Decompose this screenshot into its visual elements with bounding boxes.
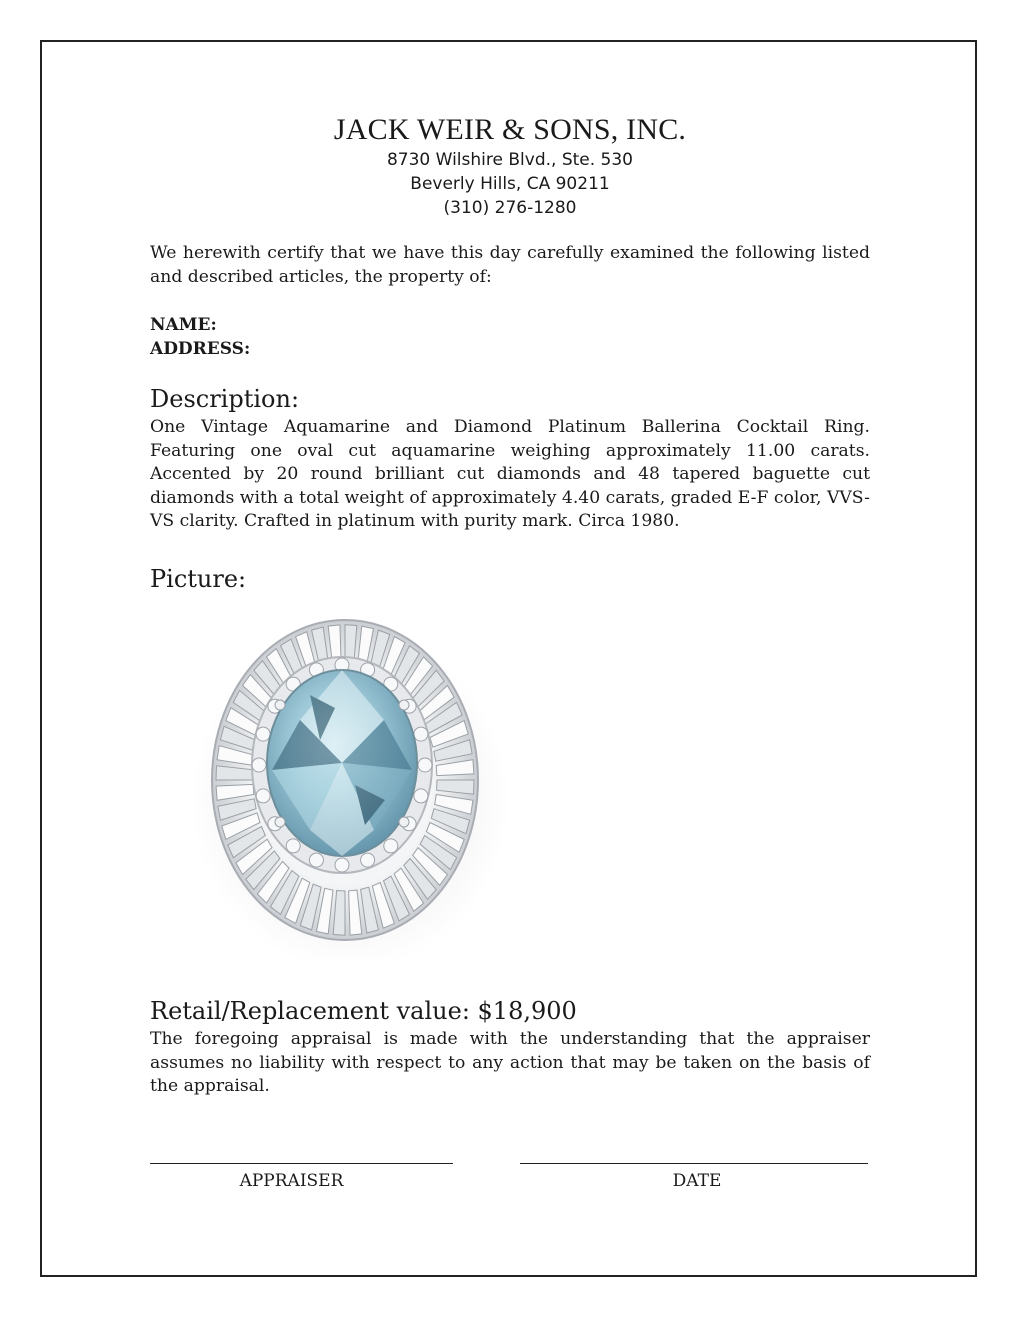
round-diamond	[414, 727, 428, 741]
owner-block	[150, 313, 870, 361]
round-diamond	[252, 758, 266, 772]
description-text: One Vintage Aquamarine and Diamond Platinum Ballerina Cocktail Ring. Featuring one oval cut aquamarine weighing approximately 11.00 carats. Accented by 20 round brilliant cut diamonds and 48 tapered baguette cut diamonds with a total weight of approximately 4.40 carats, graded E-F color, VVS-VS clarity. Crafted in platinum with purity mark. Circa 1980.	[150, 417, 870, 531]
date-label: DATE	[672, 1171, 722, 1191]
round-diamond	[361, 853, 375, 867]
valuation-heading: Retail/Replacement value: $18,900	[150, 997, 577, 1025]
date-signature-line	[520, 1163, 868, 1164]
appraiser-signature-line	[150, 1163, 453, 1164]
description-section	[150, 384, 870, 534]
ring-photo	[160, 600, 520, 960]
phone-number: (310) 276-1280	[443, 198, 577, 218]
round-diamond	[286, 839, 300, 853]
description-heading: Description:	[150, 385, 300, 413]
round-diamond	[256, 789, 270, 803]
address-line-1: 8730 Wilshire Blvd., Ste. 530	[386, 150, 633, 170]
address-line-2: Beverly Hills, CA 90211	[410, 174, 610, 194]
ring-illustration	[160, 600, 520, 960]
valuation-section	[150, 996, 870, 1099]
round-diamond	[256, 727, 270, 741]
round-diamond	[414, 789, 428, 803]
picture-heading: Picture:	[150, 565, 247, 593]
address-label: ADDRESS:	[150, 339, 251, 359]
disclaimer-text: The foregoing appraisal is made with the understanding that the appraiser assumes no liability with respect to any action that may be taken on the basis of the appraisal.	[150, 1029, 870, 1096]
company-name: JACK WEIR & SONS, INC.	[333, 113, 687, 146]
round-diamond	[418, 758, 432, 772]
name-label: NAME:	[150, 315, 217, 335]
picture-section	[150, 564, 870, 594]
appraiser-label: APPRAISER	[239, 1171, 344, 1191]
round-diamond	[335, 858, 349, 872]
certification-block	[150, 242, 870, 289]
certification-text: We herewith certify that we have this day carefully examined the following listed and described articles, the property of:	[150, 243, 870, 287]
letterhead	[0, 112, 1020, 220]
round-diamond	[309, 853, 323, 867]
round-diamond	[384, 839, 398, 853]
